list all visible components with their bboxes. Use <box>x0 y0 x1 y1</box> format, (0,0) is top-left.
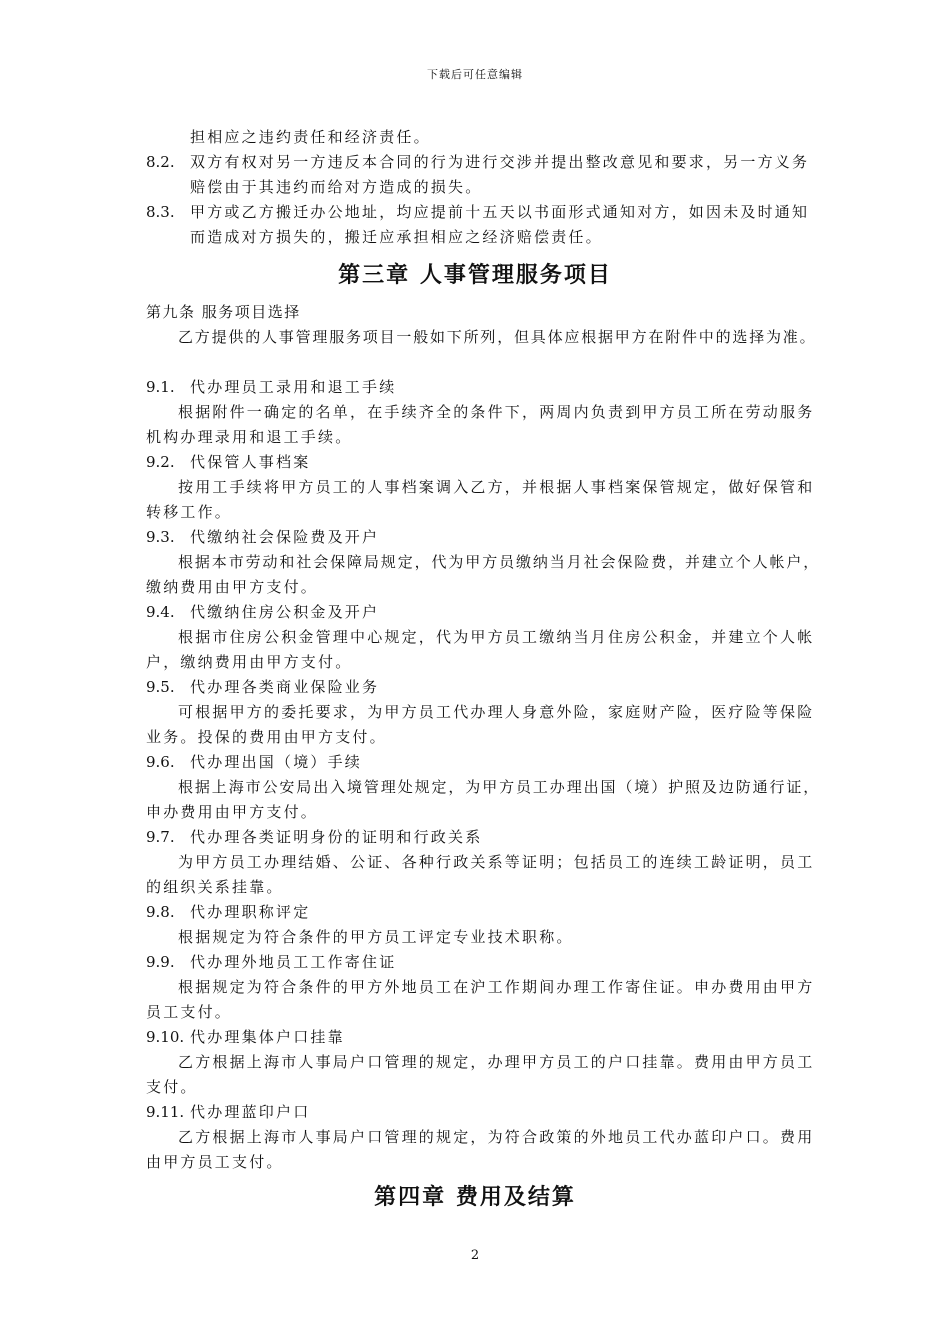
item-title-9-7 <box>146 827 482 847</box>
item-title-9-2 <box>146 452 310 472</box>
page-header: 下载后可任意编辑 <box>427 68 523 81</box>
item-body-line: 乙方根据上海市人事局户口管理的规定，为符合政策的外地员工代办蓝印户口。费用 <box>178 1128 815 1146</box>
clause-number: 8.3. <box>146 203 175 221</box>
item-title: 代办理外地员工工作寄住证 <box>190 953 397 971</box>
paragraph-line: 担相应之违约责任和经济责任。 <box>190 128 431 146</box>
item-title: 代办理集体户口挂靠 <box>190 1028 345 1046</box>
item-body-line: 乙方根据上海市人事局户口管理的规定，办理甲方员工的户口挂靠。费用由甲方员工 <box>178 1053 815 1071</box>
clause-8-2 <box>146 152 809 172</box>
item-title-9-10 <box>146 1027 345 1047</box>
item-title-9-3 <box>146 527 379 547</box>
item-title: 代保管人事档案 <box>190 453 311 471</box>
item-body-line: 业务。投保的费用由甲方支付。 <box>146 728 387 746</box>
item-body-line: 户，缴纳费用由甲方支付。 <box>146 653 353 671</box>
item-number: 9.7. <box>146 828 175 846</box>
item-body-line: 的组织关系挂靠。 <box>146 878 284 896</box>
item-number: 9.4. <box>146 603 175 621</box>
item-title: 代办理各类商业保险业务 <box>190 678 380 696</box>
item-body-line: 由甲方员工支付。 <box>146 1153 284 1171</box>
item-title-9-11 <box>146 1102 310 1122</box>
item-number: 9.1. <box>146 378 175 396</box>
item-number: 9.11. <box>146 1103 185 1121</box>
item-number: 9.10. <box>146 1028 185 1046</box>
chapter-4-heading: 第四章 费用及结算 <box>374 1184 576 1210</box>
paragraph-line: 赔偿由于其违约而给对方造成的损失。 <box>190 178 483 196</box>
clause-8-3 <box>146 202 809 222</box>
item-number: 9.2. <box>146 453 175 471</box>
item-title-9-5 <box>146 677 379 697</box>
item-body-line: 申办费用由甲方支付。 <box>146 803 319 821</box>
item-number: 9.8. <box>146 903 175 921</box>
item-title: 代办理各类证明身份的证明和行政关系 <box>190 828 483 846</box>
item-body-line: 根据规定为符合条件的甲方员工评定专业技术职称。 <box>178 928 574 946</box>
chapter-3-heading: 第三章 人事管理服务项目 <box>338 262 612 288</box>
item-title-9-9 <box>146 952 396 972</box>
item-title-9-1 <box>146 377 396 397</box>
clause-number: 8.2. <box>146 153 175 171</box>
item-title-9-8 <box>146 902 310 922</box>
article-9-heading: 第九条 服务项目选择 <box>146 303 301 321</box>
paragraph-line: 而造成对方损失的，搬迁应承担相应之经济赔偿责任。 <box>190 228 603 246</box>
item-title: 代办理蓝印户口 <box>190 1103 311 1121</box>
item-number: 9.3. <box>146 528 175 546</box>
item-body-line: 根据上海市公安局出入境管理处规定，为甲方员工办理出国（境）护照及边防通行证， <box>178 778 821 796</box>
item-body-line: 根据附件一确定的名单，在手续齐全的条件下，两周内负责到甲方员工所在劳动服务 <box>178 403 815 421</box>
item-number: 9.5. <box>146 678 175 696</box>
item-body-line: 转移工作。 <box>146 503 233 521</box>
page-number: 2 <box>470 1248 480 1263</box>
item-body-line: 按用工手续将甲方员工的人事档案调入乙方，并根据人事档案保管规定，做好保管和 <box>178 478 815 496</box>
clause-text: 甲方或乙方搬迁办公地址，均应提前十五天以书面形式通知对方，如因未及时通知 <box>190 203 810 221</box>
item-title: 代办理员工录用和退工手续 <box>190 378 397 396</box>
item-title: 代缴纳住房公积金及开户 <box>190 603 380 621</box>
item-title: 代缴纳社会保险费及开户 <box>190 528 380 546</box>
item-body-line: 根据本市劳动和社会保障局规定，代为甲方员缴纳当月社会保险费，并建立个人帐户， <box>178 553 821 571</box>
item-body-line: 可根据甲方的委托要求，为甲方员工代办理人身意外险，家庭财产险，医疗险等保险 <box>178 703 815 721</box>
item-body-line: 缴纳费用由甲方支付。 <box>146 578 319 596</box>
item-body-line: 支付。 <box>146 1078 198 1096</box>
item-body-line: 员工支付。 <box>146 1003 233 1021</box>
item-title: 代办理职称评定 <box>190 903 311 921</box>
item-body-line: 根据规定为符合条件的甲方外地员工在沪工作期间办理工作寄住证。申办费用由甲方 <box>178 978 815 996</box>
item-title-9-4 <box>146 602 379 622</box>
item-body-line: 根据市住房公积金管理中心规定，代为甲方员工缴纳当月住房公积金，并建立个人帐 <box>178 628 815 646</box>
item-body-line: 机构办理录用和退工手续。 <box>146 428 353 446</box>
item-number: 9.9. <box>146 953 175 971</box>
clause-text: 双方有权对另一方违反本合同的行为进行交涉并提出整改意见和要求，另一方义务 <box>190 153 810 171</box>
item-number: 9.6. <box>146 753 175 771</box>
intro-paragraph: 乙方提供的人事管理服务项目一般如下所列，但具体应根据甲方在附件中的选择为准。 <box>178 328 817 346</box>
item-title-9-6 <box>146 752 362 772</box>
item-body-line: 为甲方员工办理结婚、公证、各种行政关系等证明；包括员工的连续工龄证明，员工 <box>178 853 815 871</box>
item-title: 代办理出国（境）手续 <box>190 753 363 771</box>
